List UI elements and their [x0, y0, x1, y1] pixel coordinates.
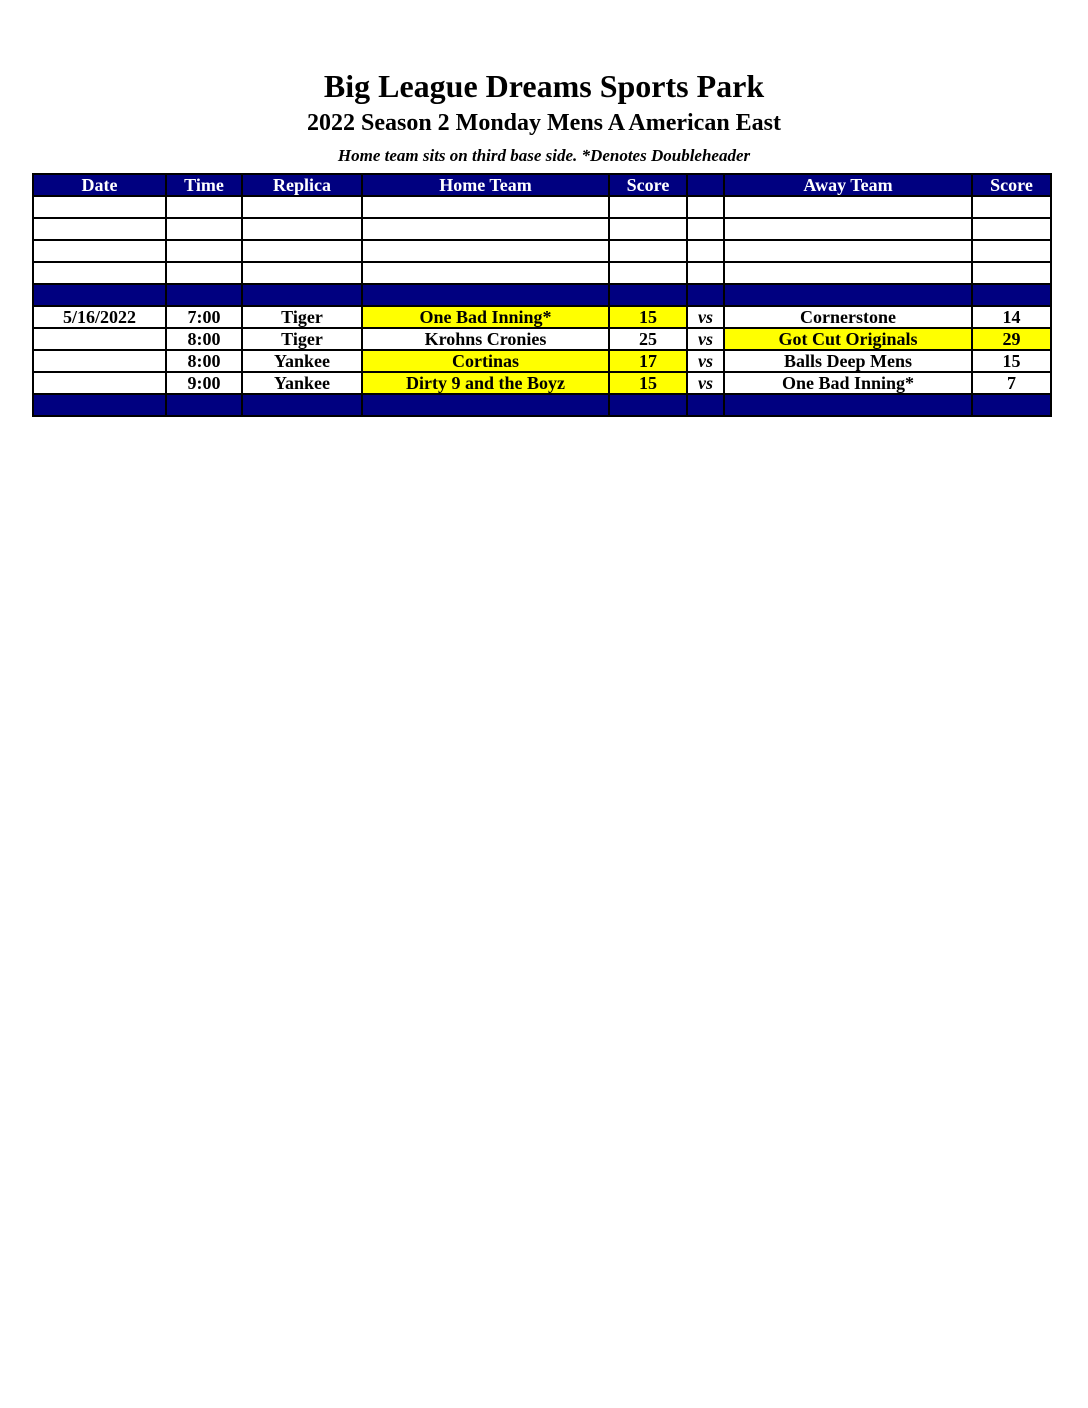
home-score: 15 — [609, 306, 687, 328]
game-row — [33, 328, 1051, 350]
away-score: 15 — [972, 350, 1051, 372]
column-header-home-score: Score — [609, 174, 687, 196]
game-time: 8:00 — [166, 350, 242, 372]
game-replica: Tiger — [242, 328, 362, 350]
page-subtitle: 2022 Season 2 Monday Mens A American East — [306, 110, 782, 136]
game-date — [33, 350, 166, 372]
separator-band — [33, 394, 1051, 416]
column-header-vs — [687, 174, 724, 196]
home-score: 17 — [609, 350, 687, 372]
schedule-table — [32, 173, 1052, 417]
home-team: One Bad Inning* — [362, 306, 609, 328]
empty-row — [33, 262, 1051, 284]
column-header-time: Time — [166, 174, 242, 196]
game-row — [33, 372, 1051, 394]
away-team: Balls Deep Mens — [724, 350, 972, 372]
game-date — [33, 372, 166, 394]
vs-label: vs — [687, 328, 724, 350]
separator-band — [33, 284, 1051, 306]
game-time: 7:00 — [166, 306, 242, 328]
column-header-date: Date — [33, 174, 166, 196]
away-team: Cornerstone — [724, 306, 972, 328]
away-team: One Bad Inning* — [724, 372, 972, 394]
vs-label: vs — [687, 306, 724, 328]
vs-label: vs — [687, 350, 724, 372]
game-time: 8:00 — [166, 328, 242, 350]
game-row — [33, 350, 1051, 372]
game-replica: Yankee — [242, 372, 362, 394]
game-date — [33, 328, 166, 350]
away-score: 14 — [972, 306, 1051, 328]
vs-label: vs — [687, 372, 724, 394]
home-team: Cortinas — [362, 350, 609, 372]
away-team: Got Cut Originals — [724, 328, 972, 350]
page-title: Big League Dreams Sports Park — [323, 68, 765, 104]
game-time: 9:00 — [166, 372, 242, 394]
column-header-replica: Replica — [242, 174, 362, 196]
home-score: 15 — [609, 372, 687, 394]
game-replica: Tiger — [242, 306, 362, 328]
away-score: 7 — [972, 372, 1051, 394]
table-header-row — [33, 174, 1051, 196]
home-score: 25 — [609, 328, 687, 350]
home-team: Krohns Cronies — [362, 328, 609, 350]
away-score: 29 — [972, 328, 1051, 350]
empty-row — [33, 240, 1051, 262]
schedule-note: Home team sits on third base side. *Denotes Doubleheader — [337, 146, 751, 165]
home-team: Dirty 9 and the Boyz — [362, 372, 609, 394]
column-header-home-team: Home Team — [362, 174, 609, 196]
empty-row — [33, 218, 1051, 240]
game-date: 5/16/2022 — [33, 306, 166, 328]
game-replica: Yankee — [242, 350, 362, 372]
column-header-away-score: Score — [972, 174, 1051, 196]
empty-row — [33, 196, 1051, 218]
game-row — [33, 306, 1051, 328]
column-header-away-team: Away Team — [724, 174, 972, 196]
